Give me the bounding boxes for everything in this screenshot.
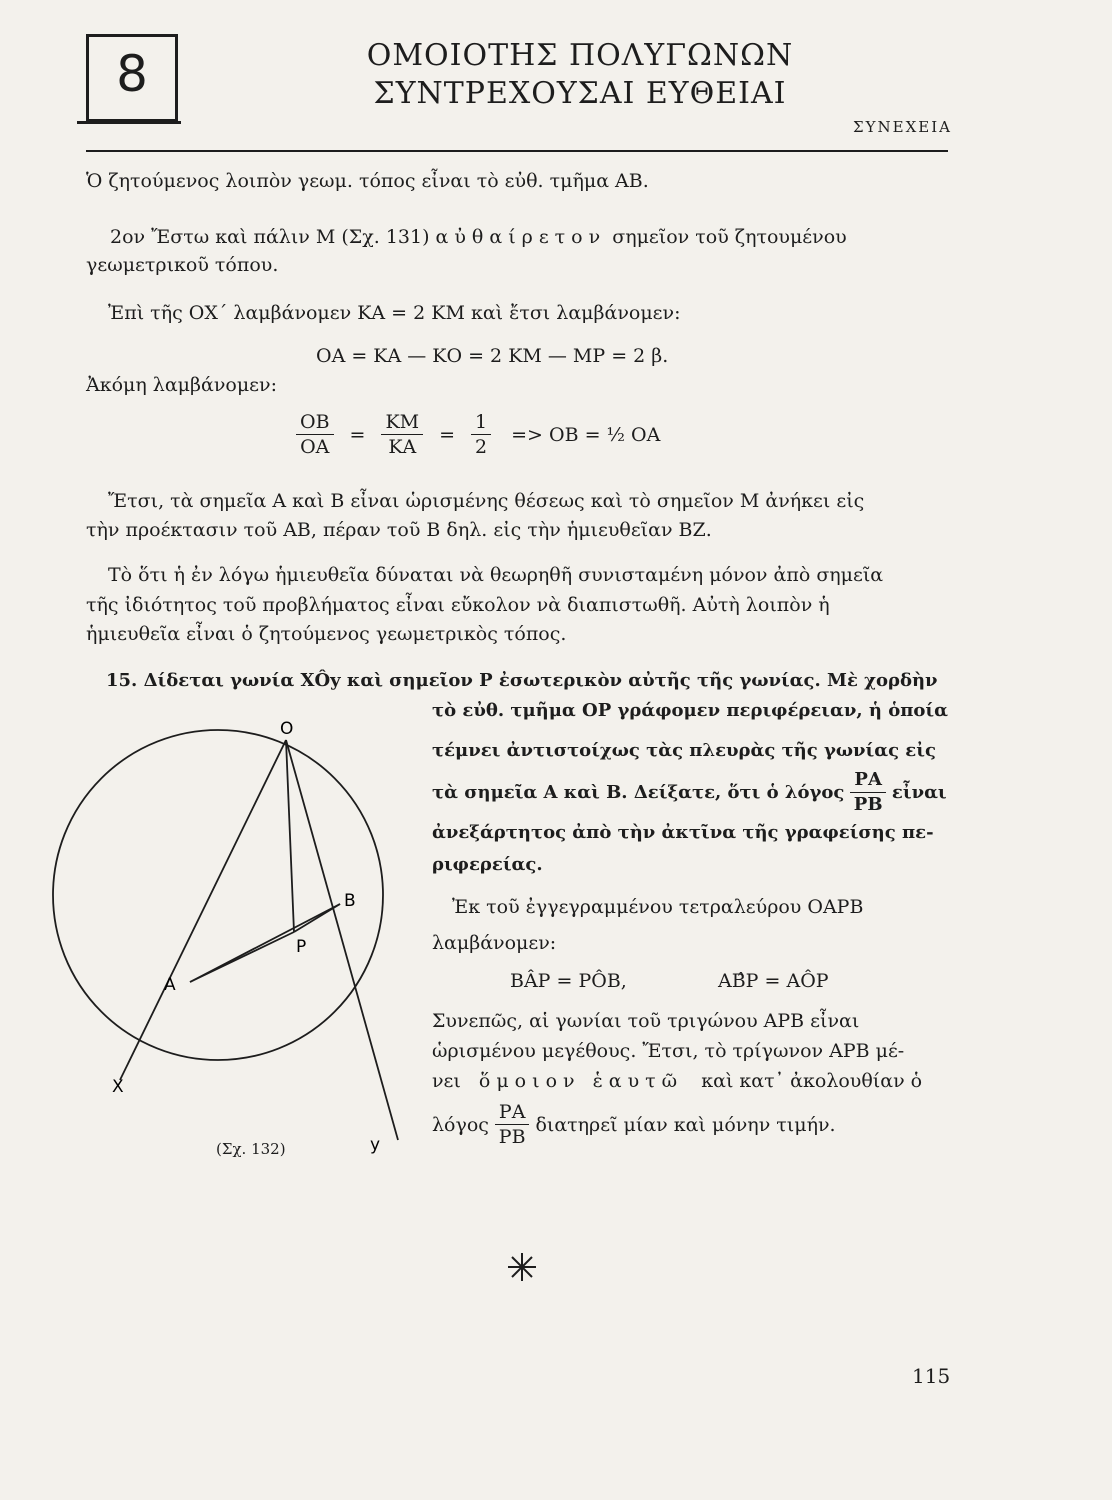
text-line: Ἀκόμη λαμβάνομεν: xyxy=(86,374,277,396)
fraction xyxy=(471,410,491,459)
label-b: B xyxy=(344,891,356,911)
text-span: εἶναι xyxy=(891,781,947,803)
side-ox xyxy=(120,740,286,1080)
problem-line: ἀνεξάρτητος ἀπὸ τὴν ἀκτῖνα τῆς γραφείσης πε- xyxy=(432,822,934,843)
continued-label: ΣΥΝΕΧΕΙΑ xyxy=(853,118,952,136)
equals-sign: = xyxy=(439,423,456,446)
figure-caption: (Σχ. 132) xyxy=(216,1140,286,1158)
fraction-numerator: ΟΒ xyxy=(296,410,334,435)
text-line: Ὁ ζητούμενος λοιπὸν γεωμ. τόπος εἶναι τὸ εὐθ. τμῆμα ΑΒ. xyxy=(86,170,649,192)
text-line: Ἐπὶ τῆς ΟΧ΄ λαμβάνομεν ΚΑ = 2 ΚΜ καὶ ἔτσι λαμβάνομεν: xyxy=(108,302,681,324)
fraction xyxy=(850,768,886,817)
chapter-title-line1: ΟΜΟΙΟΤΗΣ ΠΟΛΥΓΩΝΩΝ xyxy=(366,38,794,73)
label-a: A xyxy=(164,975,176,995)
fraction-denominator: ΡΒ xyxy=(853,794,883,815)
text-line xyxy=(110,224,847,250)
equation: ΟΑ = ΚΑ — ΚΟ = 2 ΚΜ — ΜΡ = 2 β. xyxy=(316,345,669,367)
solution-line: Ἐκ τοῦ ἐγγεγραμμένου τετραλεύρου ΟΑΡΒ xyxy=(452,896,864,918)
text-line: γεωμετρικοῦ τόπου. xyxy=(86,254,279,276)
fraction-denominator: ΟΑ xyxy=(300,436,330,458)
problem-line xyxy=(432,768,947,817)
solution-line xyxy=(432,1100,836,1149)
label-y: y xyxy=(370,1135,381,1155)
circle xyxy=(53,730,383,1060)
text-span: νει xyxy=(432,1070,461,1092)
text-span: λόγος xyxy=(432,1113,489,1136)
problem-line: τὸ εὐθ. τμῆμα ΟΡ γράφομεν περιφέρειαν, ἡ ὁποία xyxy=(432,700,948,721)
text-span: σημεῖον τοῦ ζητουμένου xyxy=(612,226,847,248)
fraction-numerator: ΡΑ xyxy=(850,768,886,793)
asterisk-ornament-icon xyxy=(507,1252,537,1282)
fraction-denominator: 2 xyxy=(475,436,488,458)
text-line: ἡμιευθεῖα εἶναι ὁ ζητούμενος γεωμετρικὸς τόπος. xyxy=(86,623,567,645)
fraction xyxy=(296,410,334,459)
problem-line: 15. Δίδεται γωνία ΧÔy καὶ σημεῖον Ρ ἐσωτερικὸν αὐτῆς τῆς γωνίας. Μὲ χορδὴν xyxy=(106,670,938,691)
fraction xyxy=(381,410,423,459)
chord-op xyxy=(286,740,294,932)
fraction-denominator: ΚΑ xyxy=(388,436,417,458)
fraction-numerator: ΚΜ xyxy=(381,410,423,435)
text-span: 2ον Ἔστω καὶ πάλιν Μ (Σχ. 131) xyxy=(110,226,430,248)
equation-ratio xyxy=(290,410,660,459)
fraction-numerator: ΡΑ xyxy=(495,1100,530,1125)
solution-line: ὡρισμένου μεγέθους. Ἔτσι, τὸ τρίγωνον ΑΡΒ μέ- xyxy=(432,1040,905,1062)
label-o: O xyxy=(280,720,294,739)
label-p: P xyxy=(296,937,307,957)
text-line: Ἔτσι, τὰ σημεῖα Α καὶ Β εἶναι ὡρισμένης θέσεως καὶ τὸ σημεῖον Μ ἀνήκει εἰς xyxy=(108,490,865,512)
text-line: Τὸ ὅτι ἡ ἐν λόγω ἡμιευθεῖα δύναται νὰ θεωρηθῆ συνισταμένη μόνον ἀπὸ σημεῖα xyxy=(108,564,884,586)
fraction xyxy=(495,1100,530,1149)
segment-pb xyxy=(294,904,340,932)
chapter-title-line2: ΣΥΝΤΡΕΧΟΥΣΑΙ ΕΥΘΕΙΑΙ xyxy=(373,76,787,111)
fraction-denominator: ΡΒ xyxy=(498,1126,526,1148)
problem-line: τέμνει ἀντιστοίχως τὰς πλευρὰς τῆς γωνίας εἰς xyxy=(432,740,936,761)
text-span: διατηρεῖ μίαν καὶ μόνην τιμήν. xyxy=(535,1113,836,1136)
chapter-number: 8 xyxy=(116,45,148,103)
solution-equation: ΑΒ̂Ρ = ΑÔΡ xyxy=(718,970,829,992)
fraction-numerator: 1 xyxy=(471,410,491,435)
segment-ap xyxy=(190,932,294,982)
solution-equation: ΒÂΡ = ΡÔΒ, xyxy=(510,970,627,992)
text-line: τῆς ἰδιότητος τοῦ προβλήματος εἶναι εὔκολον νὰ διαπιστωθῆ. Αὐτὴ λοιπὸν ἡ xyxy=(86,594,830,616)
equals-sign: = xyxy=(349,423,366,446)
emphasis-span: αὐθαίρετον xyxy=(435,226,607,248)
solution-line: Συνεπῶς, αἱ γωνίαι τοῦ τριγώνου ΑΡΒ εἶναι xyxy=(432,1010,860,1032)
solution-line: λαμβάνομεν: xyxy=(432,932,557,954)
problem-line: ριφερείας. xyxy=(432,854,543,875)
header-rule xyxy=(86,150,948,152)
emphasis-span: ὅμοιον ἑαυτῶ xyxy=(478,1070,684,1092)
text-span: τὰ σημεῖα Α καὶ Β. Δείξατε, ὅτι ὁ λόγος xyxy=(432,781,845,803)
solution-line xyxy=(432,1068,922,1094)
label-x: X xyxy=(112,1077,124,1097)
page-number: 115 xyxy=(912,1364,951,1388)
text-line: τὴν προέκτασιν τοῦ ΑΒ, πέραν τοῦ Β δηλ. εἰς τὴν ἡμιευθεῖαν ΒΖ. xyxy=(86,519,712,541)
equation-result: => ΟΒ = ½ ΟΑ xyxy=(511,423,661,446)
text-span: καὶ κατ᾽ ἀκολουθίαν ὁ xyxy=(701,1070,923,1092)
geometry-figure xyxy=(40,720,460,1160)
chapter-box xyxy=(86,34,178,122)
